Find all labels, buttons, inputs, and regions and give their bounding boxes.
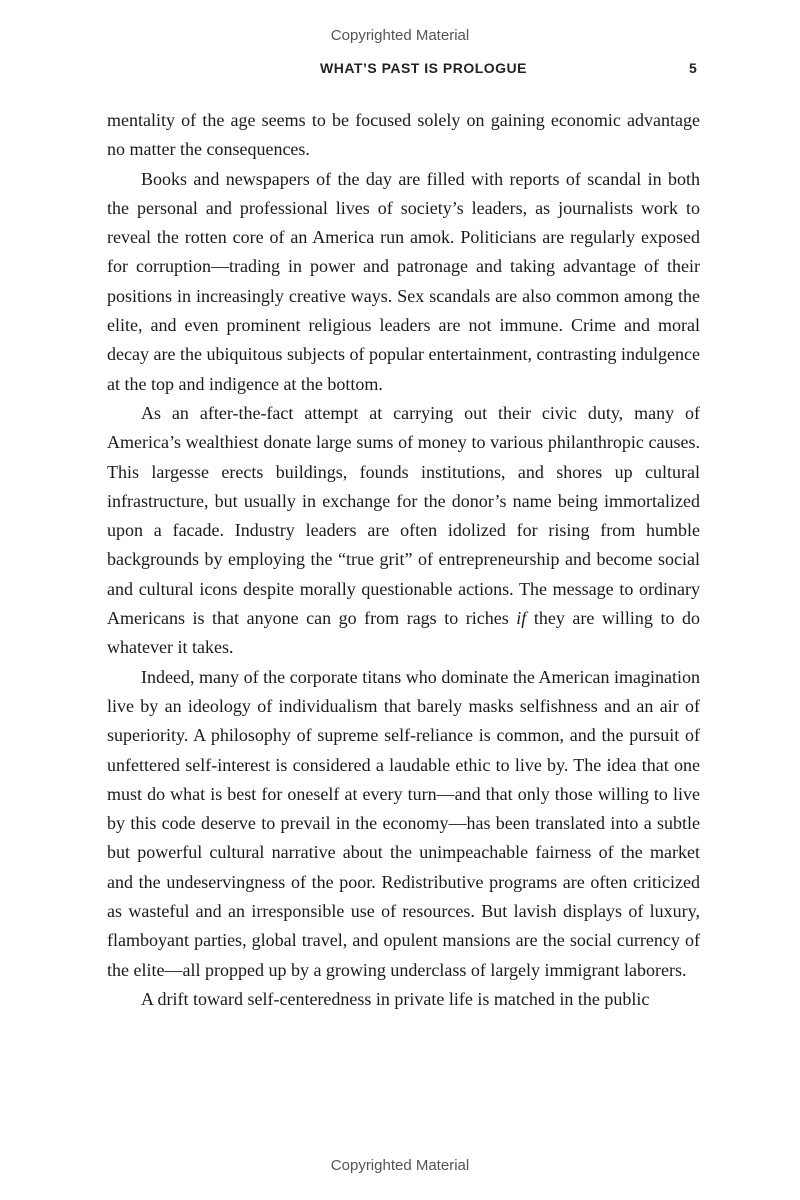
paragraph-philanthropy-text: As an after-the-fact attempt at carrying out their civic duty, many of America’s wealthiest donate large sums of money to various philanthropic causes. This largesse erects buildings, founds institutions, and shores up cultural infrastructure, but usually in exchange for the donor’s name being immortalized upon a facade. Industry leaders are often idolized for rising from humble backgrounds by employing the “true grit” of entrepreneurship and become social and cultural icons despite morally questionable actions. The message to ordinary Americans is that anyone can go from rags to riches xyxy=(107,402,700,629)
paragraph-philanthropy xyxy=(107,399,700,663)
paragraph-continuation: mentality of the age seems to be focused solely on gaining economic advantage no matter the consequences. xyxy=(107,110,700,160)
copyright-watermark-bottom: Copyrighted Material xyxy=(330,1157,470,1174)
emphasis-if: if xyxy=(516,608,527,629)
paragraph-public-life: A drift toward self-centeredness in private life is matched in the public xyxy=(141,988,650,1009)
paragraph-individualism: Indeed, many of the corporate titans who dominate the American imagination live by an ideology of individualism that barely masks selfishness and an air of superiority. A philosophy of supreme self-reliance is common, and the pursuit of unfettered self-interest is considered a laudable ethic to live by. The idea that one must do what is best for oneself at every turn—and that only those willing to live by this code deserve to prevail in the economy—has been translated into a subtle but powerful cultural narrative about the unimpeachable fairness of the market and the undeservingness of the poor. Redistributive programs are often criticized as wasteful and an irresponsible use of resources. But lavish displays of luxury, flamboyant parties, global travel, and opulent mansions are the social currency of the elite—all propped up by a growing underclass of largely immigrant laborers. xyxy=(107,666,700,980)
page-number: 5 xyxy=(689,60,697,76)
copyright-watermark-top: Copyrighted Material xyxy=(330,27,470,44)
paragraph-philanthropy-end: they are willing to do whatever it takes. xyxy=(107,608,700,658)
paragraph-scandal: Books and newspapers of the day are filled with reports of scandal in both the personal and professional lives of society’s leaders, as journalists work to reveal the rotten core of an America run amok. Politicians are regularly exposed for corruption—trading in power and patronage and taking advantage of their positions in increasingly creative ways. Sex scandals are also common among the elite, and even prominent religious leaders are not immune. Crime and moral decay are the ubiquitous subjects of popular entertainment, contrasting indulgence at the top and indigence at the bottom. xyxy=(107,168,700,394)
body-text xyxy=(107,106,700,1014)
running-head: WHAT’S PAST IS PROLOGUE xyxy=(320,60,527,76)
